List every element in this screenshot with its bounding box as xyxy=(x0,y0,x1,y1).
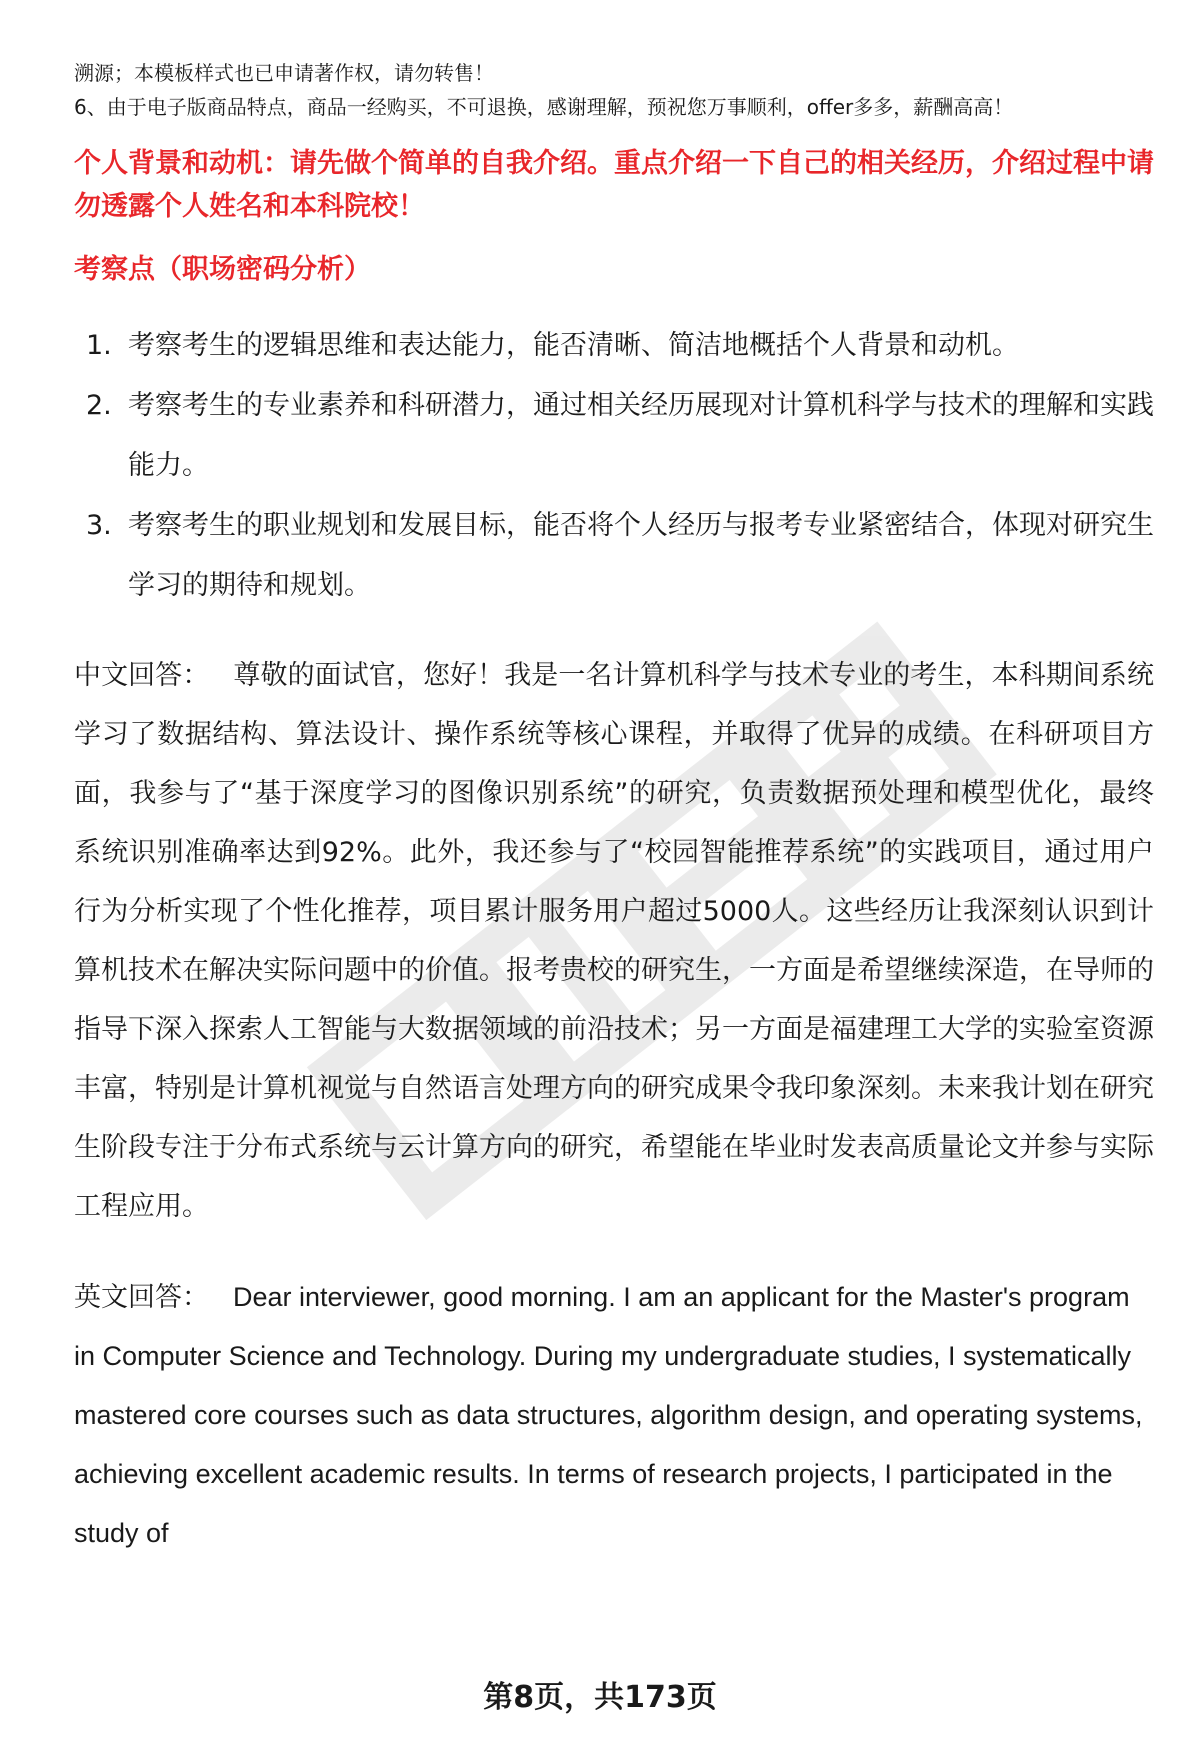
point-text: 考察考生的职业规划和发展目标，能否将个人经历与报考专业紧密结合，体现对研究生学习的期待和规划。 xyxy=(128,510,1154,601)
document-page xyxy=(74,56,1154,1563)
point-text: 考察考生的逻辑思维和表达能力，能否清晰、简洁地概括个人背景和动机。 xyxy=(128,330,1019,361)
point-item xyxy=(74,496,1154,616)
point-number: 3. xyxy=(86,510,112,541)
chinese-answer xyxy=(74,646,1154,1236)
point-item xyxy=(74,376,1154,496)
points-heading: 考察点（职场密码分析） xyxy=(74,254,371,285)
english-answer-label: 英文回答： xyxy=(74,1282,209,1312)
point-number: 1. xyxy=(86,330,112,361)
notice-line-1: 溯源；本模板样式也已申请著作权，请勿转售！ xyxy=(74,61,494,85)
point-text: 考察考生的专业素养和科研潜力，通过相关经历展现对计算机科学与技术的理解和实践能力。 xyxy=(128,390,1154,481)
points-list xyxy=(74,316,1154,616)
english-answer-text: Dear interviewer, good morning. I am an applicant for the Master's program in Computer Science and Technology. During my undergraduate studies, I systematically mastered core courses such as data structures, algorithm design, and operating systems, achieving excellent academic results. In terms of research projects, I participated in the study of xyxy=(74,1282,1143,1548)
chinese-answer-text: 尊敬的面试官，您好！我是一名计算机科学与技术专业的考生，本科期间系统学习了数据结构、算法设计、操作系统等核心课程，并取得了优异的成绩。在科研项目方面，我参与了“基于深度学习的图像识别系统”的研究，负责数据预处理和模型优化，最终系统识别准确率达到92%。此外，我还参与了“校园智能推荐系统”的实践项目，通过用户行为分析实现了个性化推荐，项目累计服务用户超过5000人。这些经历让我深刻认识到计算机技术在解决实际问题中的价值。报考贵校的研究生，一方面是希望继续深造，在导师的指导下深入探索人工智能与大数据领域的前沿技术；另一方面是福建理工大学的实验室资源丰富，特别是计算机视觉与自然语言处理方向的研究成果令我印象深刻。未来我计划在研究生阶段专注于分布式系统与云计算方向的研究，希望能在毕业时发表高质量论文并参与实际工程应用。 xyxy=(74,660,1155,1222)
notice-line-2: 6、由于电子版商品特点，商品一经购买，不可退换，感谢理解，预祝您万事顺利，offer多多，薪酬高高！ xyxy=(74,95,1014,119)
question-heading: 个人背景和动机：请先做个简单的自我介绍。重点介绍一下自己的相关经历，介绍过程中请勿透露个人姓名和本科院校！ xyxy=(74,148,1154,222)
point-number: 2. xyxy=(86,390,112,421)
chinese-answer-label: 中文回答： xyxy=(74,660,210,691)
point-item xyxy=(74,316,1154,376)
english-answer xyxy=(74,1268,1154,1563)
page-number: 第8页，共173页 xyxy=(483,1680,717,1715)
